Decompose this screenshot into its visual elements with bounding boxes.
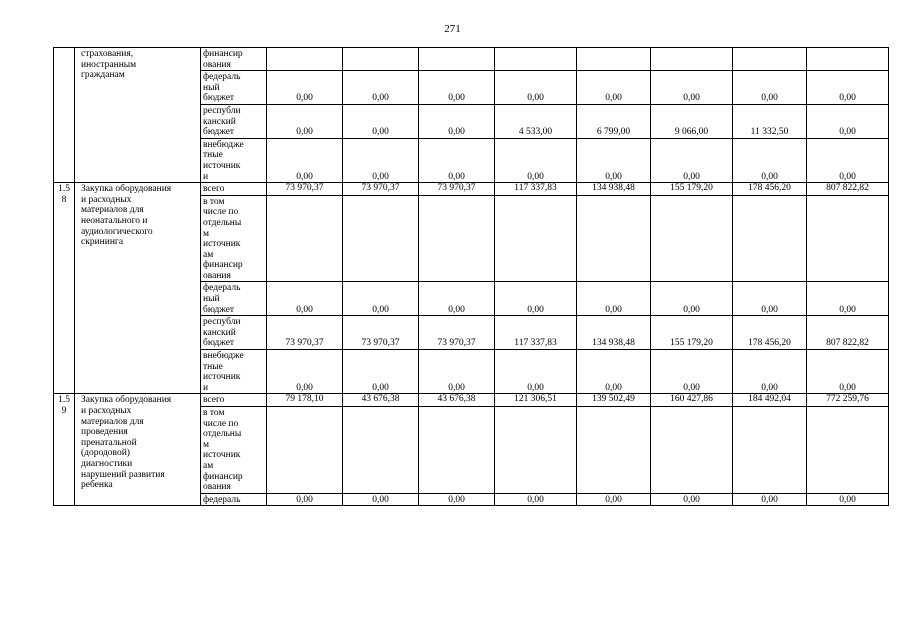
amount-cell: 772 259,76 <box>807 394 889 407</box>
amount-cell <box>807 407 889 494</box>
item-number: 1.5 9 <box>54 394 75 506</box>
amount-cell: 0,00 <box>343 350 419 394</box>
budget-table <box>53 47 889 506</box>
amount-cell: 121 306,51 <box>495 394 577 407</box>
amount-cell: 184 492,04 <box>733 394 807 407</box>
funding-source: внебюдже тные источник и <box>201 350 267 394</box>
amount-cell: 0,00 <box>419 138 495 182</box>
amount-cell: 0,00 <box>267 350 343 394</box>
amount-cell: 0,00 <box>807 71 889 105</box>
amount-cell: 0,00 <box>733 493 807 506</box>
amount-cell: 0,00 <box>419 282 495 316</box>
funding-source: федераль ный бюджет <box>201 282 267 316</box>
amount-cell <box>651 407 733 494</box>
amount-cell: 11 332,50 <box>733 104 807 138</box>
amount-cell: 73 970,37 <box>267 183 343 196</box>
amount-cell: 160 427,86 <box>651 394 733 407</box>
amount-cell: 0,00 <box>267 104 343 138</box>
amount-cell: 4 533,00 <box>495 104 577 138</box>
amount-cell <box>495 48 577 71</box>
funding-source: в том числе по отдельны м источник ам финансир ования <box>201 195 267 282</box>
amount-cell <box>577 407 651 494</box>
amount-cell: 43 676,38 <box>419 394 495 407</box>
amount-cell: 0,00 <box>343 493 419 506</box>
amount-cell: 73 970,37 <box>343 316 419 350</box>
amount-cell: 0,00 <box>577 493 651 506</box>
table-row <box>54 394 889 407</box>
amount-cell: 73 970,37 <box>419 183 495 196</box>
amount-cell: 0,00 <box>651 493 733 506</box>
amount-cell <box>343 195 419 282</box>
amount-cell: 0,00 <box>495 71 577 105</box>
amount-cell: 0,00 <box>733 138 807 182</box>
item-name: Закупка оборудования и расходных материалов для проведения пренатальной (дородовой) диагностики нарушений развития ребенка <box>75 394 201 506</box>
amount-cell: 178 456,20 <box>733 183 807 196</box>
amount-cell: 0,00 <box>807 104 889 138</box>
amount-cell: 0,00 <box>577 350 651 394</box>
amount-cell: 139 502,49 <box>577 394 651 407</box>
amount-cell: 73 970,37 <box>419 316 495 350</box>
table-row <box>54 48 889 71</box>
page-number: 271 <box>444 23 461 35</box>
amount-cell: 9 066,00 <box>651 104 733 138</box>
funding-source: всего <box>201 183 267 196</box>
amount-cell: 0,00 <box>419 104 495 138</box>
amount-cell <box>733 407 807 494</box>
amount-cell: 0,00 <box>577 71 651 105</box>
funding-source: внебюдже тные источник и <box>201 138 267 182</box>
amount-cell: 0,00 <box>495 493 577 506</box>
amount-cell <box>651 48 733 71</box>
item-name: страхования, иностранным гражданам <box>75 48 201 183</box>
amount-cell: 43 676,38 <box>343 394 419 407</box>
item-name: Закупка оборудования и расходных материалов для неонатального и аудиологического скрининга <box>75 183 201 394</box>
amount-cell: 0,00 <box>651 138 733 182</box>
amount-cell: 0,00 <box>733 350 807 394</box>
amount-cell: 0,00 <box>733 71 807 105</box>
amount-cell: 807 822,82 <box>807 183 889 196</box>
amount-cell: 134 938,48 <box>577 316 651 350</box>
amount-cell: 0,00 <box>419 71 495 105</box>
funding-source: федераль ный бюджет <box>201 71 267 105</box>
amount-cell: 0,00 <box>495 138 577 182</box>
amount-cell: 0,00 <box>343 138 419 182</box>
amount-cell <box>577 195 651 282</box>
amount-cell <box>495 195 577 282</box>
amount-cell <box>267 195 343 282</box>
amount-cell: 0,00 <box>807 138 889 182</box>
amount-cell: 0,00 <box>651 350 733 394</box>
amount-cell: 6 799,00 <box>577 104 651 138</box>
funding-source: финансир ования <box>201 48 267 71</box>
amount-cell: 0,00 <box>267 282 343 316</box>
amount-cell <box>495 407 577 494</box>
amount-cell: 73 970,37 <box>267 316 343 350</box>
amount-cell <box>419 195 495 282</box>
amount-cell: 155 179,20 <box>651 316 733 350</box>
amount-cell: 117 337,83 <box>495 316 577 350</box>
funding-source: республи канский бюджет <box>201 316 267 350</box>
amount-cell: 807 822,82 <box>807 316 889 350</box>
funding-source: федераль <box>201 493 267 506</box>
amount-cell <box>807 195 889 282</box>
amount-cell: 0,00 <box>495 350 577 394</box>
amount-cell <box>807 48 889 71</box>
item-number <box>54 48 75 183</box>
amount-cell: 0,00 <box>267 493 343 506</box>
amount-cell: 0,00 <box>577 138 651 182</box>
amount-cell <box>419 48 495 71</box>
funding-source: республи канский бюджет <box>201 104 267 138</box>
amount-cell: 117 337,83 <box>495 183 577 196</box>
funding-source: всего <box>201 394 267 407</box>
amount-cell: 79 178,10 <box>267 394 343 407</box>
table-body <box>54 48 889 506</box>
amount-cell <box>733 48 807 71</box>
amount-cell <box>343 407 419 494</box>
amount-cell: 0,00 <box>419 493 495 506</box>
amount-cell: 0,00 <box>267 71 343 105</box>
amount-cell <box>577 48 651 71</box>
amount-cell <box>419 407 495 494</box>
amount-cell: 178 456,20 <box>733 316 807 350</box>
amount-cell <box>343 48 419 71</box>
amount-cell: 0,00 <box>495 282 577 316</box>
funding-source: в том числе по отдельны м источник ам финансир ования <box>201 407 267 494</box>
amount-cell: 0,00 <box>343 104 419 138</box>
amount-cell: 134 938,48 <box>577 183 651 196</box>
table-row <box>54 183 889 196</box>
amount-cell <box>651 195 733 282</box>
amount-cell: 73 970,37 <box>343 183 419 196</box>
amount-cell: 0,00 <box>343 71 419 105</box>
amount-cell <box>267 48 343 71</box>
amount-cell: 0,00 <box>651 282 733 316</box>
amount-cell: 0,00 <box>577 282 651 316</box>
amount-cell: 0,00 <box>807 350 889 394</box>
amount-cell: 0,00 <box>343 282 419 316</box>
amount-cell: 0,00 <box>807 493 889 506</box>
amount-cell: 0,00 <box>419 350 495 394</box>
amount-cell: 155 179,20 <box>651 183 733 196</box>
amount-cell <box>267 407 343 494</box>
amount-cell: 0,00 <box>733 282 807 316</box>
amount-cell: 0,00 <box>651 71 733 105</box>
amount-cell <box>733 195 807 282</box>
item-number: 1.5 8 <box>54 183 75 394</box>
amount-cell: 0,00 <box>267 138 343 182</box>
amount-cell: 0,00 <box>807 282 889 316</box>
